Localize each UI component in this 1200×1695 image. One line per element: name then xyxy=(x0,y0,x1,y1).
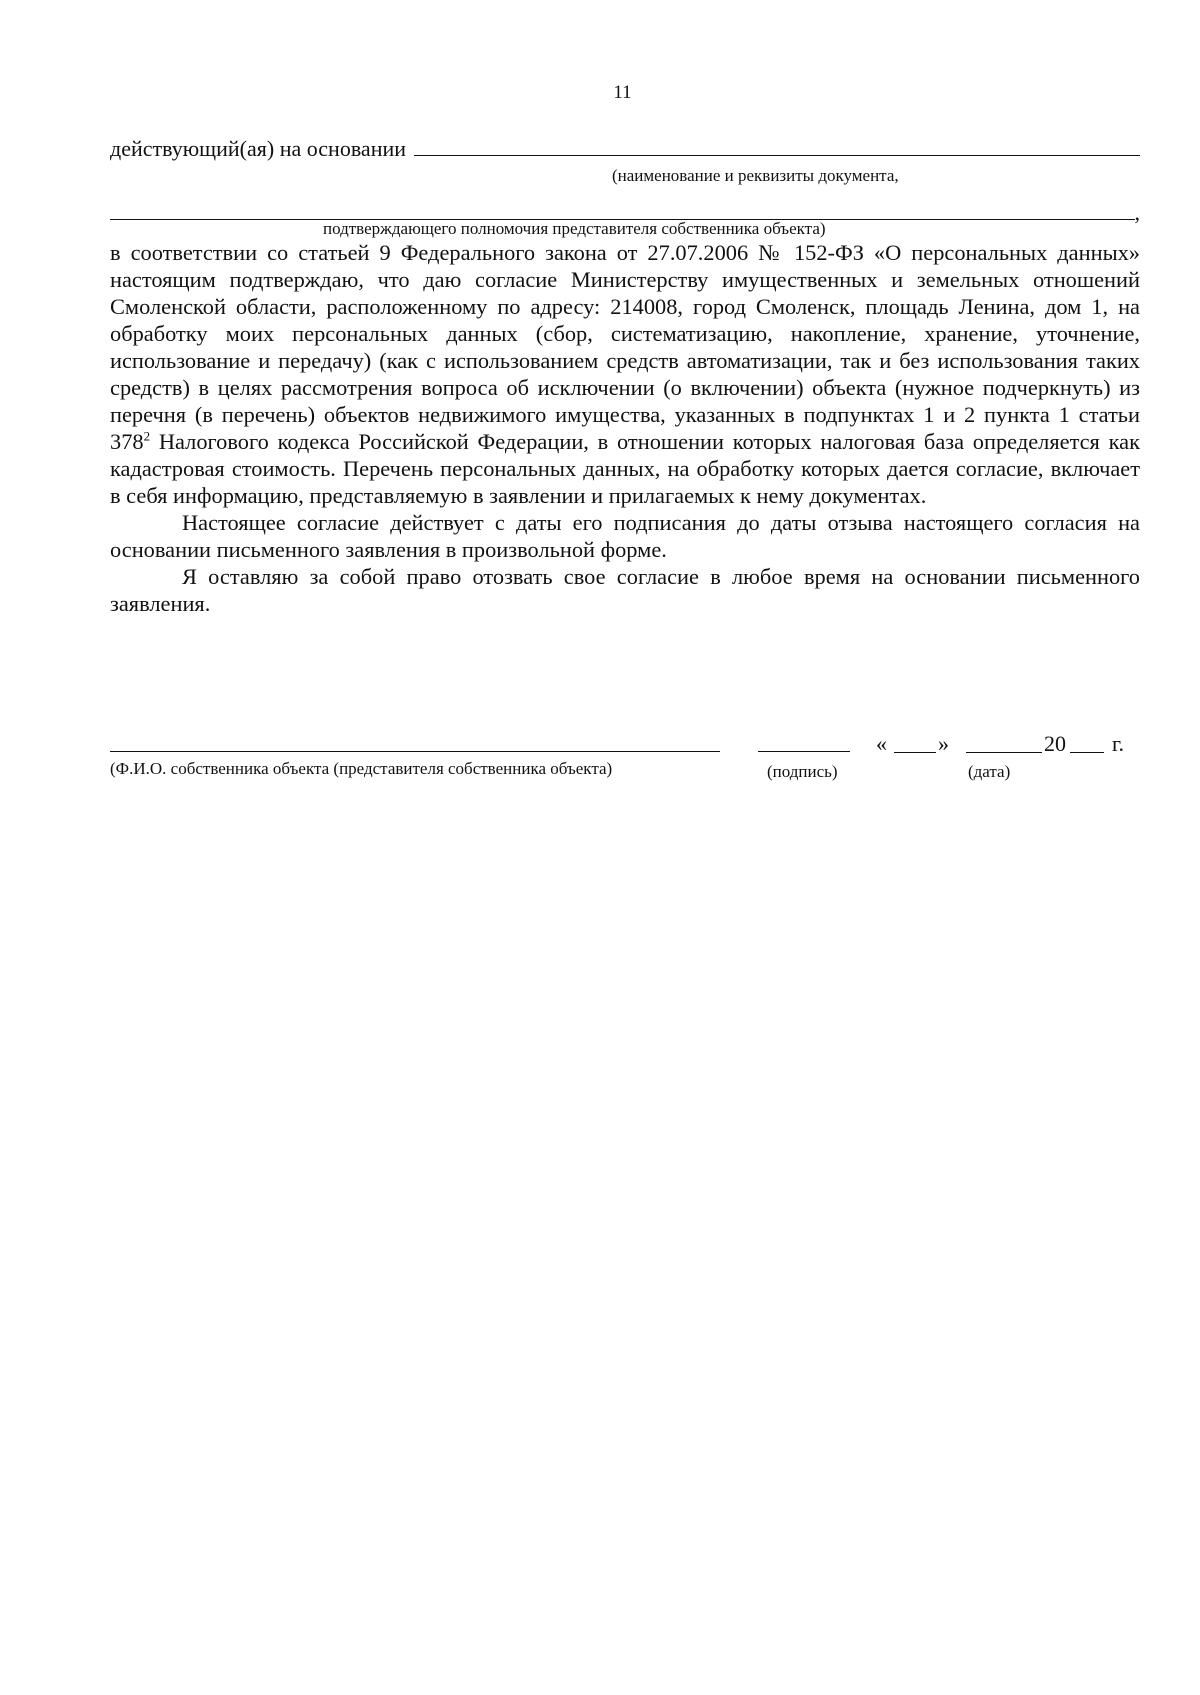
year-suffix: г. xyxy=(1112,731,1125,756)
superscript: 2 xyxy=(143,428,151,444)
acting-basis-label: действующий(ая) на основании xyxy=(110,136,407,161)
page-number: 11 xyxy=(613,82,632,103)
acting-basis-row xyxy=(110,136,1140,162)
day-field[interactable] xyxy=(894,751,936,753)
year-prefix: 20 xyxy=(1044,731,1066,756)
signature-field[interactable] xyxy=(758,750,850,752)
caption-date: (дата) xyxy=(968,762,1011,781)
consent-paragraph-1: в соответствии со статьей 9 Федерального закона от 27.07.2006 № 152-ФЗ «О персональных данных» настоящим подтверждаю, что даю согласие Министерству имущественных и земельных отношений Смоленской области, расположенному по адресу: 214008, город Смоленск, площадь Ленина, дом 1, на обработку моих персональных данных (сбор, систематизацию, накопление, хранение, уточнение, использование и передачу) (как с использованием средств автоматизации, так и без использования таких средств) в целях рассмотрения вопроса об исключении (о включении) объекта (нужное подчеркнуть) из перечня (в перечень) объектов недвижимого имущества, указанных в подпунктах 1 и 2 пункта 1 статьи $378^2$ Налогового кодекса Российской Федерации, в отношении которых налоговая база определяется как кадастровая стоимость. Перечень персональных данных, на обработку которых дается согласие, включает в себя информацию, представляемую в заявлении и прилагаемых к нему документах. xyxy=(110,240,1140,508)
caption-document: (наименование и реквизиты документа, xyxy=(612,166,899,185)
acting-basis-field[interactable] xyxy=(414,154,1140,156)
month-field[interactable] xyxy=(966,751,1042,753)
quote-open: « xyxy=(876,731,887,756)
quote-close: » xyxy=(938,731,949,756)
line-end-comma: , xyxy=(1134,200,1140,225)
caption-signature: (подпись) xyxy=(767,762,838,781)
consent-body xyxy=(110,239,1140,617)
fio-field[interactable] xyxy=(110,750,720,752)
caption-authority: подтверждающего полномочия представителя собственника объекта) xyxy=(323,219,826,238)
year-field[interactable] xyxy=(1070,751,1104,753)
caption-fio: (Ф.И.О. собственника объекта (представителя собственника объекта) xyxy=(110,759,613,778)
consent-paragraph-3: Я оставляю за собой право отозвать свое согласие в любое время на основании письменного заявления. xyxy=(110,564,1140,616)
consent-paragraph-2: Настоящее согласие действует с даты его подписания до даты отзыва настоящего согласия на основании письменного заявления в произвольной форме. xyxy=(110,510,1140,562)
